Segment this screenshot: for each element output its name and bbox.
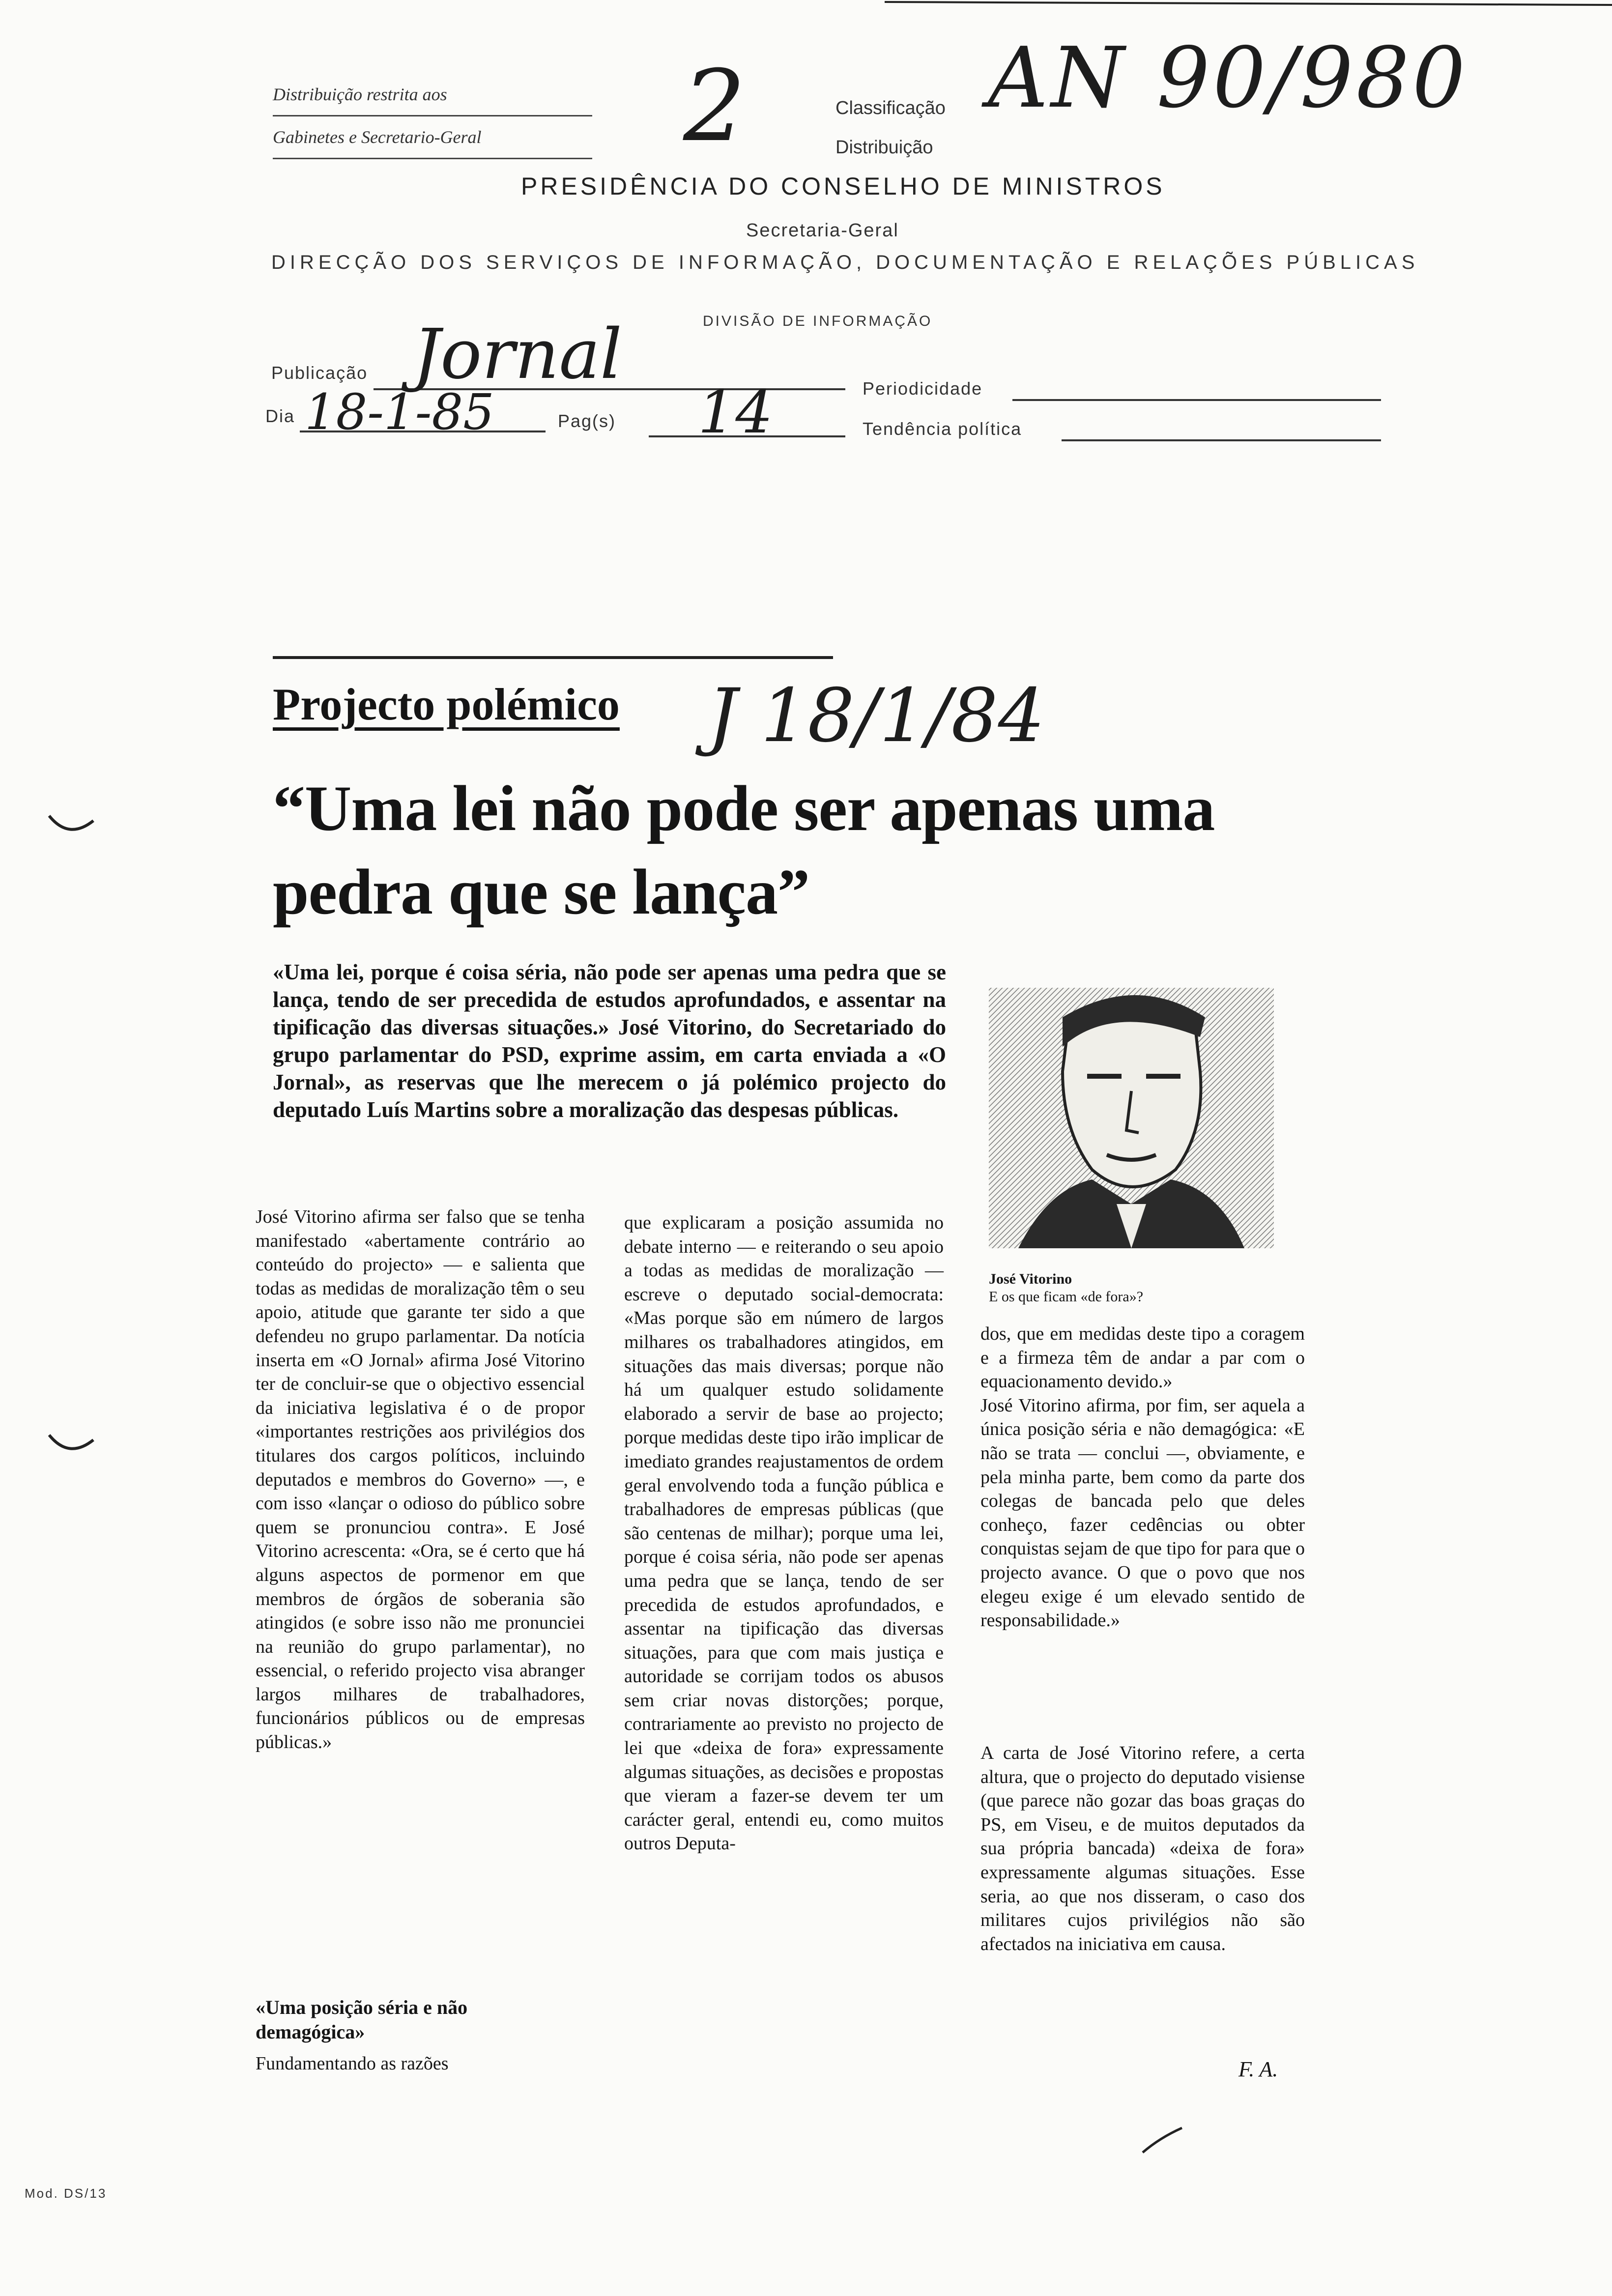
distribution-label: Distribuição (835, 137, 933, 158)
distribution-note-line-2: Gabinetes e Secretario-Geral (273, 116, 592, 159)
article-kicker: Projecto polémico (273, 679, 620, 729)
top-edge-rule (0, 0, 1612, 11)
division-line: DIVISÃO DE INFORMAÇÃO (703, 313, 933, 329)
periodicity-line (1012, 399, 1381, 401)
article-column-3-continued: A carta de José Vitorino refere, a certa altura, que o projecto do deputado visiense (que parece não gozar das boas graças do PS, em Viseu, e de muitos deputados da sua própria bancada) «deixa de fora» expressamente algumas situações. Esse seria, ao que nos disseram, o caso dos militares cujos privilégios não são afectados na iniciativa em causa. (980, 1743, 1305, 1954)
general-secretariat: Secretaria-Geral (746, 220, 899, 241)
binder-hole-mark-bottom (44, 1425, 98, 1464)
article-headline: “Uma lei não pode ser apenas uma pedra que se lança” (273, 772, 1215, 928)
article-column-3: dos, que em medidas deste tipo a coragem e a firmeza têm de andar a par com o equacionamento devido.» José Vitorino afirma, por fim, ser aquela a única posição séria e não demagógica: «E não se trata — conclui —, obviamente, e pela minha parte, bem como da parte dos colegas de bancada pelo que deles conheço, fazer cedências ou obter conquistas sejam de que tipo for para que o projecto avance. O que o povo que nos elegeu exige é um elevado sentido de responsabilidade.» (980, 1323, 1305, 1631)
form-code: Mod. DS/13 (25, 2186, 107, 2201)
directorate-line: DIRECÇÃO DOS SERVIÇOS DE INFORMAÇÃO, DOCUMENTAÇÃO E RELAÇÕES PÚBLICAS (271, 252, 1419, 273)
periodicity-label: Periodicidade (863, 378, 983, 399)
binder-hole-mark-top (44, 806, 98, 845)
publication-value: Jornal (413, 315, 622, 395)
tendency-line (1062, 439, 1381, 441)
pages-value: 14 (698, 378, 773, 447)
publication-label: Publicação (271, 363, 368, 383)
day-label: Dia (265, 406, 295, 426)
pages-label: Pag(s) (558, 411, 616, 431)
distribution-note-line-1: Distribuição restrita aos (273, 74, 592, 116)
author-signature: F. A. (1238, 2057, 1278, 2081)
photo-caption-name: José Vitorino (989, 1271, 1072, 1287)
article-column-1: José Vitorino afirma ser falso que se tenha manifestado «abertamente contrário ao conteúdo do projecto» — e salienta que todas as medidas de moralização têm o seu apoio, atitude que garante ter sido a que defendeu no grupo parlamentar. Da notícia inserta em «O Jornal» afirma José Vitorino ter de concluir-se que o objectivo essencial da iniciativa legislativa é o de propor «importantes restrições aos privilégios dos titulares dos cargos políticos, incluindo deputados e membros do Governo» —, e com isso «lançar o odioso do público sobre quem se pronunciou contra». E José Vitorino acrescenta: «Ora, se é certo que há alguns aspectos de pormenor em que membros de órgãos de soberania são atingidos (e sobre isso não me pronunciei na reunião do grupo parlamentar), no essencial, o referido projecto visa abranger largos milhares de trabalhadores, funcionários públicos ou de empresas públicas.» (256, 1206, 585, 1753)
classification-label: Classificação (835, 98, 946, 118)
headline-rule (273, 656, 833, 659)
photo-caption-text: E os que ficam «de fora»? (989, 1289, 1144, 1305)
handwritten-number: 2 (683, 49, 746, 164)
day-value: 18-1-85 (305, 383, 494, 441)
article-subhead: «Uma posição séria e não demagógica» (256, 1996, 468, 2043)
handwritten-date: J 18/1/84 (708, 673, 1045, 759)
photo-caption (989, 1270, 1284, 1306)
handwritten-code: AN 90/980 (988, 29, 1468, 127)
pen-stroke-mark (1140, 2123, 1184, 2157)
classification-labels (835, 88, 946, 167)
distribution-note (273, 74, 592, 159)
article-column-2: que explicaram a posição assumida no debate interno — e reiterando o seu apoio a todas as medidas de moralização — escreve o deputado social-democrata: «Mas porque são em número de largos milhares os trabalhadores atingidos, em situações das mais diversas; porque não há um qualquer estudo solidamente elaborado a servir de base ao projecto; porque medidas deste tipo irão implicar de imediato grandes reajustamentos de ordem geral envolvendo toda a função pública e trabalhadores de empresas públicas (que são centenas de milhar); porque uma lei, porque é coisa séria, não pode ser apenas uma pedra que se lança, tendo de ser precedida de estudos aprofundados, e assentar na tipificação das diversas situações, para que com mais justiça e autoridade se corrijam todos os abusos sem criar novas distorções; porque, contrariamente ao previsto no projecto de lei que «deixa de fora» expressamente algumas situações, as decisões e propostas que vieram a fazer-se devem ter um carácter geral, entendi eu, como muitos outros Deputa- (624, 1212, 944, 1854)
article-lead: «Uma lei, porque é coisa séria, não pode ser apenas uma pedra que se lança, tendo de ser precedida de estudos aprofundados, e assentar na tipificação das diversas situações.» José Vitorino, do Secretariado do grupo parlamentar do PSD, exprime assim, em carta enviada a «O Jornal», as reservas que lhe merecem o já polémico projecto do deputado Luís Martins sobre a moralização das despesas públicas. (273, 960, 946, 1122)
article-column-1-continued: Fundamentando as razões (256, 2053, 449, 2074)
tendency-label: Tendência política (863, 419, 1022, 439)
presidency-title: PRESIDÊNCIA DO CONSELHO DE MINISTROS (521, 172, 1165, 200)
author-photo (989, 973, 1274, 1248)
